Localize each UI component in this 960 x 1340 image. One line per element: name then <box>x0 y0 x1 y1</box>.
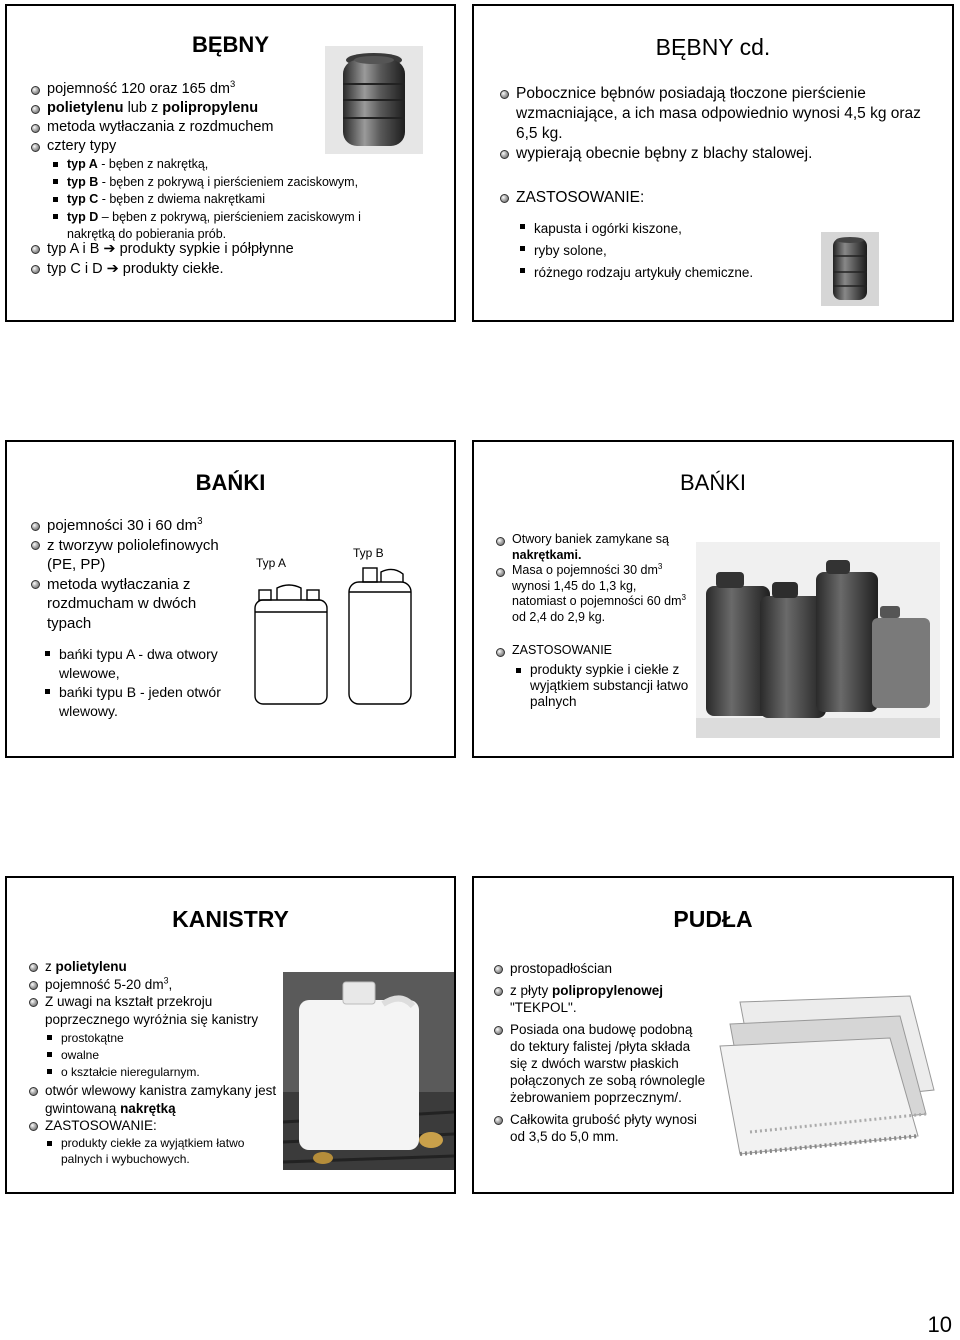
list-item: typ A - bęben z nakrętką, <box>49 156 379 174</box>
slide-title: KANISTRY <box>172 906 289 932</box>
list-item: metoda wytłaczania z rozdmucham w dwóch typach <box>29 575 244 634</box>
slide-title: BĘBNY cd. <box>655 34 771 60</box>
list-item: typ C - bęben z dwiema nakrętkami <box>49 191 379 209</box>
list-item: cztery typy <box>29 137 429 156</box>
canister-photo <box>283 972 455 1170</box>
list-item: typ B - bęben z pokrywą i pierścieniem zaciskowym, <box>49 174 379 192</box>
list-item: typ A i B ➔ produkty sypkie i półpłynne <box>29 239 429 259</box>
list-item: ZASTOSOWANIE: <box>27 1117 295 1135</box>
list-item: z tworzyw poliolefinowych (PE, PP) <box>29 536 244 575</box>
plastic-sheets-photo <box>710 990 944 1158</box>
slide-banki-2 <box>472 440 954 758</box>
list-item: polietylenu lub z polipropylenu <box>29 99 429 118</box>
list-item: różnego rodzaju artykuły chemiczne. <box>516 262 836 284</box>
list-item: bańki typu B - jeden otwór wlewowy. <box>41 683 246 721</box>
list-item: typ C i D ➔ produkty ciekłe. <box>29 259 429 279</box>
list-item: owalne <box>43 1047 273 1064</box>
list-item: Pobocznice bębnów posiadają tłoczone pierścienie wzmacniające, a ich masa odpowiednio wynosi 4,5 kg oraz 6,5 kg. <box>498 84 938 144</box>
list-item: Posiada ona budowę podobną do tektury falistej /płyta składa się z dwóch warstw płaskich połączonych ze sobą równolegle żebrowaniem poprzecznym/. <box>492 1021 706 1106</box>
list-item: produkty ciekłe za wyjątkiem łatwo palnych i wybuchowych. <box>43 1136 273 1167</box>
list-item: Masa o pojemności 30 $dm^3$ wynosi 1,45 do 1,3 kg, natomiast o pojemności 60 $dm^3$ od 2,4 do 2,9 kg. <box>494 563 692 625</box>
canister-type-b-drawing <box>343 560 419 710</box>
slide-pudla <box>472 876 954 1194</box>
slide-title: PUDŁA <box>673 906 753 932</box>
list-item: pojemność 5-20 $dm^3$, <box>27 976 295 994</box>
list-item: o kształcie nieregularnym. <box>43 1064 273 1081</box>
list-item: kapusta i ogórki kiszone, <box>516 218 836 240</box>
slide-title: BAŃKI <box>679 470 747 495</box>
list-item: typ D – bęben z pokrywą, pierścieniem zaciskowym i nakrętką do pobierania prób. <box>49 209 379 244</box>
list-item: wypierają obecnie bębny z blachy stalowej. <box>498 144 938 164</box>
list-item: otwór wlewowy kanistra zamykany jest gwintowaną nakrętką <box>27 1082 295 1117</box>
list-item: ZASTOSOWANIE: <box>498 188 938 208</box>
slide-title: BĘBNY <box>191 32 269 57</box>
list-item: metoda wytłaczania z rozdmuchem <box>29 118 429 137</box>
canister-type-a-drawing <box>247 570 333 710</box>
slide-bebny-cd <box>472 4 954 322</box>
slide-banki-1 <box>5 440 456 758</box>
list-item: bańki typu A - dwa otwory wlewowe, <box>41 645 246 683</box>
page-number: 10 <box>927 1312 952 1337</box>
list-item: produkty sypkie i ciekłe z wyjątkiem substancji łatwo palnych <box>512 662 694 710</box>
slide-title: BAŃKI <box>195 470 266 495</box>
barrel-photo <box>821 232 879 306</box>
label-typ-b: Typ B <box>353 546 384 560</box>
list-item: pojemności 30 i 60 $dm^3$ <box>29 516 244 536</box>
slide-kanistry <box>5 876 456 1194</box>
list-item: ZASTOSOWANIE <box>494 643 692 659</box>
list-item: Otwory baniek zamykane są nakrętkami. <box>494 532 692 563</box>
list-item: pojemność 120 oraz 165 $dm^3$ <box>29 80 429 99</box>
list-item: Z uwagi na kształt przekroju poprzecznego wyróżnia się kanistry <box>27 993 265 1028</box>
list-item: z polietylenu <box>27 958 295 976</box>
list-item: prostopadłościan <box>492 960 706 977</box>
label-typ-a: Typ A <box>256 556 287 570</box>
slide-bebny <box>5 4 456 322</box>
canisters-photo <box>696 542 940 738</box>
list-item: Całkowita grubość płyty wynosi od 3,5 do 5,0 mm. <box>492 1111 706 1145</box>
list-item: z płyty polipropylenowej "TEKPOL". <box>492 982 706 1016</box>
list-item: prostokątne <box>43 1030 273 1047</box>
list-item: ryby solone, <box>516 240 836 262</box>
